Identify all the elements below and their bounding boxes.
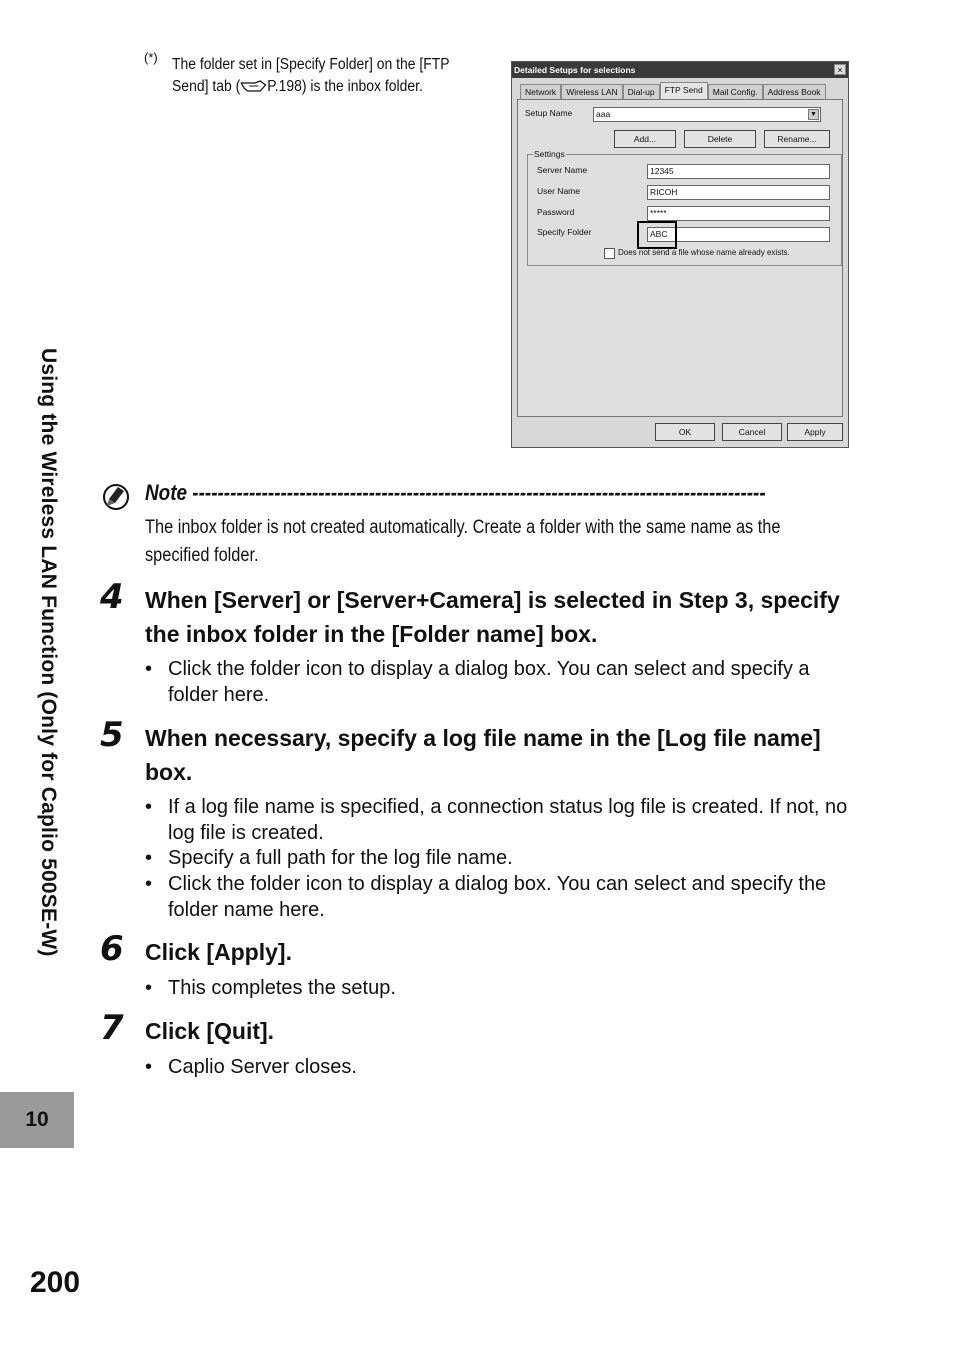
server-name-field[interactable]: 12345 <box>647 164 830 179</box>
ok-button[interactable]: OK <box>655 423 715 441</box>
footnote-text <box>172 54 460 98</box>
step-heading: When [Server] or [Server+Camera] is selected in Step 3, specify the inbox folder in the [Folder name] box. <box>145 587 840 647</box>
bullet-text: Click the folder icon to display a dialog box. You can select and specify the folder name here. <box>168 873 827 921</box>
reference-hand-icon <box>240 79 267 93</box>
password-field[interactable]: ***** <box>647 206 830 221</box>
step-bullet: • Specify a full path for the log file name. <box>145 847 513 869</box>
bullet-text: Caplio Server closes. <box>168 1056 357 1078</box>
setup-name-label: Setup Name <box>525 108 573 118</box>
note-heading: Note ------------------------------------------------------------------------------------------- <box>145 480 766 505</box>
password-label: Password <box>537 207 575 217</box>
delete-button[interactable]: Delete <box>684 130 756 148</box>
page-number: 200 <box>30 1266 81 1299</box>
tab-network[interactable]: Network <box>520 84 561 100</box>
dialog-tabs <box>520 84 826 100</box>
bullet-text: If a log file name is specified, a connection status log file is created. If not, no log file is created. <box>168 796 848 844</box>
step-number: 7 <box>100 1008 124 1048</box>
step-bullet: • If a log file name is specified, a connection status log file is created. If not, no log file is created. <box>145 796 848 844</box>
step-bullet: • Click the folder icon to display a dialog box. You can select and specify the folder name here. <box>145 873 827 921</box>
step-bullet: • Click the folder icon to display a dialog box. You can select and specify a folder here. <box>145 658 810 706</box>
chevron-down-icon: ▼ <box>808 109 819 120</box>
bullet-text: Specify a full path for the log file name. <box>168 847 513 869</box>
step-bullet: • Caplio Server closes. <box>145 1056 357 1078</box>
tab-ftp-send[interactable]: FTP Send <box>660 82 708 100</box>
rename-button[interactable]: Rename... <box>764 130 830 148</box>
specify-folder-label: Specify Folder <box>537 227 592 237</box>
tab-dial-up[interactable]: Dial-up <box>623 84 660 100</box>
step-bullet: • This completes the setup. <box>145 977 396 999</box>
note-text: The inbox folder is not created automatically. Create a folder with the same name as the specified folder. <box>145 517 781 566</box>
ftp-send-panel <box>517 99 843 417</box>
setup-name-select[interactable] <box>593 107 821 122</box>
apply-button[interactable]: Apply <box>787 423 843 441</box>
step-number: 5 <box>100 715 124 755</box>
add-button[interactable]: Add... <box>614 130 676 148</box>
server-name-label: Server Name <box>537 165 588 175</box>
user-name-label: User Name <box>537 186 580 196</box>
step-heading: Click [Quit]. <box>145 1018 275 1044</box>
setup-name-value: aaa <box>596 109 611 119</box>
specify-folder-field[interactable]: ABC <box>647 227 830 242</box>
bullet-text: This completes the setup. <box>168 977 396 999</box>
tab-wireless-lan[interactable]: Wireless LAN <box>561 84 622 100</box>
close-icon[interactable]: × <box>834 64 846 75</box>
settings-group <box>527 149 842 266</box>
no-overwrite-label: Does not send a file whose name already exists. <box>618 248 790 257</box>
footnote-mark: (*) <box>144 50 158 65</box>
settings-group-label: Settings <box>534 149 565 159</box>
step-heading: Click [Apply]. <box>145 939 292 965</box>
side-tab-title: Using the Wireless LAN Function (Only for Caplio 500SE-W) <box>37 348 60 957</box>
chapter-number: 10 <box>0 1092 74 1148</box>
step-heading: When necessary, specify a log file name in the [Log file name] box. <box>145 725 821 785</box>
cancel-button[interactable]: Cancel <box>722 423 782 441</box>
dialog-title: Detailed Setups for selections <box>512 62 848 78</box>
no-overwrite-checkbox[interactable] <box>604 248 615 259</box>
bullet-text: Click the folder icon to display a dialog box. You can select and specify a folder here. <box>168 658 810 706</box>
highlight-box <box>637 221 677 249</box>
step-number: 6 <box>100 929 124 969</box>
tab-address-book[interactable]: Address Book <box>763 84 826 100</box>
footnote-text-before: The folder set in [Specify Folder] on the [FTP Send] tab ( <box>172 56 450 95</box>
detailed-setups-dialog <box>511 61 849 448</box>
note-pencil-icon <box>102 481 130 511</box>
user-name-field[interactable]: RICOH <box>647 185 830 200</box>
footnote-text-after: P.198) is the inbox folder. <box>267 78 423 95</box>
step-number: 4 <box>100 577 124 617</box>
tab-mail-config[interactable]: Mail Config. <box>708 84 763 100</box>
